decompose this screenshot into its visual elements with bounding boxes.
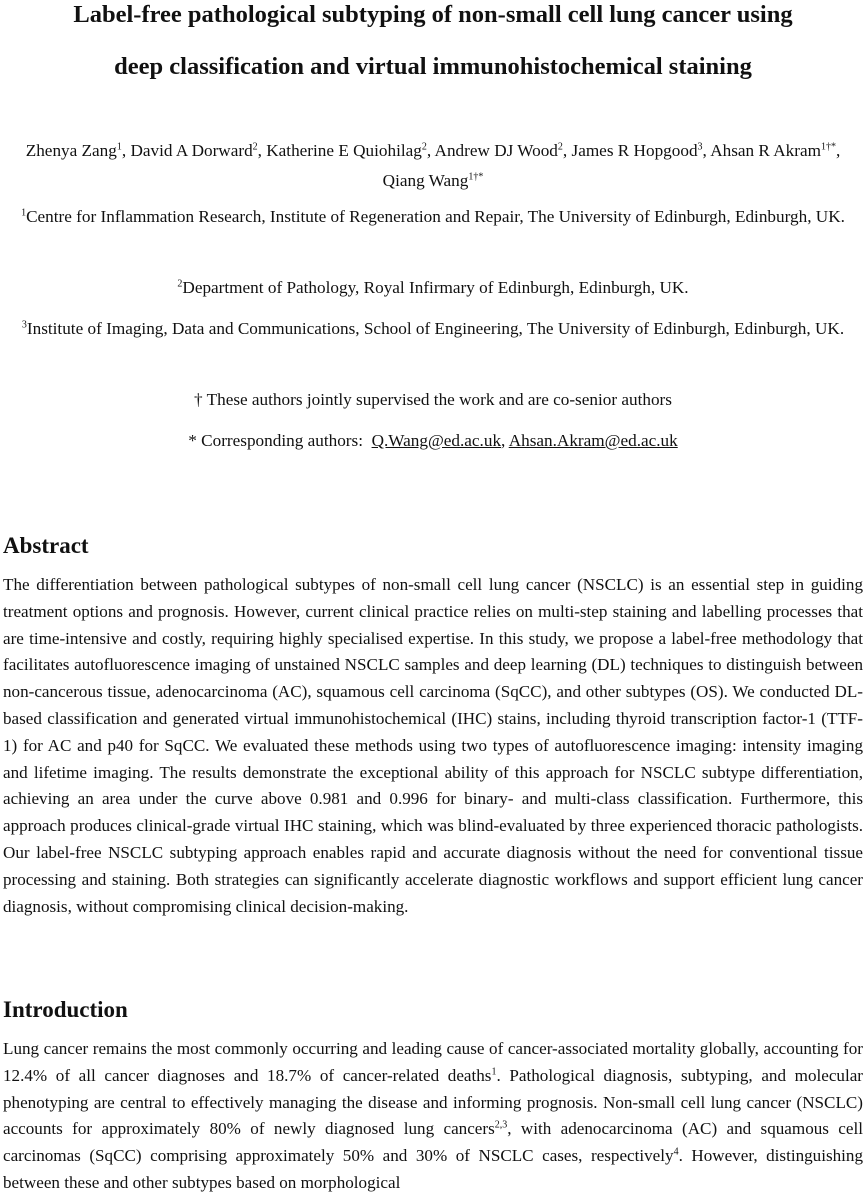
co-senior-note: † These authors jointly supervised the work and are co-senior authors <box>194 390 672 409</box>
affiliation-3: $^3$Institute of Imaging, Data and Communications, School of Engineering, The University of Edinburgh, Edinburgh, UK. <box>21 319 845 338</box>
author-list: Zhenya Zang$^1$, David A Dorward$^2$, Katherine E Quiohilag$^2$, Andrew DJ Wood$^2$, James R Hopgood$^3$, Ahsan R Akram$^{1\dagger*}$, Qiang Wang$^{1\dagger*}$ <box>25 141 841 190</box>
abstract-heading: Abstract <box>3 533 89 558</box>
introduction-body: Lung cancer remains the most commonly occurring and leading cause of cancer-associated mortality globally, accounting for 12.4% of all cancer diagnoses and 18.7% of cancer-related deaths$^1$. Pathological diagnosis, subtyping, and molecular phenotyping are central to effectively managing the disease and informing prognosis. Non-small cell lung cancer (NSCLC) accounts for approximately 80% of newly diagnosed lung cancers$^{2,3}$, with adenocarcinoma (AC) and squamous cell carcinomas (SqCC) comprising approximately 50% and 30% of NSCLC cases, respectively$^4$. However, distinguishing between these and other subtypes based on morphological <box>3 1039 863 1192</box>
affiliation-2: $^2$Department of Pathology, Royal Infirmary of Edinburgh, Edinburgh, UK. <box>177 278 689 297</box>
author: Ahsan R Akram <box>710 141 821 160</box>
affiliation-1: $^1$Centre for Inflammation Research, Institute of Regeneration and Repair, The University of Edinburgh, Edinburgh, UK. <box>21 207 845 226</box>
author: James R Hopgood <box>571 141 698 160</box>
paper-title-line-2: deep classification and virtual immunohistochemical staining <box>114 53 752 80</box>
paper-title-line-1: Label-free pathological subtyping of non-small cell lung cancer using <box>73 1 793 28</box>
author: Qiang Wang <box>382 171 469 190</box>
author: Katherine E Quiohilag <box>266 141 422 160</box>
email-link-wang[interactable]: Q.Wang@ed.ac.uk <box>371 431 502 450</box>
email-link-akram[interactable]: Ahsan.Akram@ed.ac.uk <box>508 431 678 450</box>
author: Andrew DJ Wood <box>434 141 558 160</box>
corresponding-authors: * Corresponding authors: Q.Wang@ed.ac.uk, Ahsan.Akram@ed.ac.uk <box>188 431 678 450</box>
author: David A Dorward <box>130 141 253 160</box>
introduction-heading: Introduction <box>3 997 128 1022</box>
author: Zhenya Zang <box>25 141 117 160</box>
abstract-body: The differentiation between pathological subtypes of non-small cell lung cancer (NSCLC) is an essential step in guiding treatment options and prognosis. However, current clinical practice relies on multi-step staining and labelling processes that are time-intensive and costly, requiring highly specialised expertise. In this study, we propose a label-free methodology that facilitates autofluorescence imaging of unstained NSCLC samples and deep learning (DL) techniques to distinguish between non-cancerous tissue, adenocarcinoma (AC), squamous cell carcinoma (SqCC), and other subtypes (OS). We conducted DL-based classification and generated virtual immunohistochemical (IHC) stains, including thyroid transcription factor-1 (TTF-1) for AC and p40 for SqCC. We evaluated these methods using two types of autofluorescence imaging: intensity imaging and lifetime imaging. The results demonstrate the exceptional ability of this approach for NSCLC subtype differentiation, achieving an area under the curve above 0.981 and 0.996 for binary- and multi-class classification. Furthermore, this approach produces clinical-grade virtual IHC staining, which was blind-evaluated by three experienced thoracic pathologists. Our label-free NSCLC subtyping approach enables rapid and accurate diagnosis without the need for conventional tissue processing and staining. Both strategies can significantly accelerate diagnostic workflows and support efficient lung cancer diagnosis, without compromising clinical decision-making. <box>3 575 863 916</box>
